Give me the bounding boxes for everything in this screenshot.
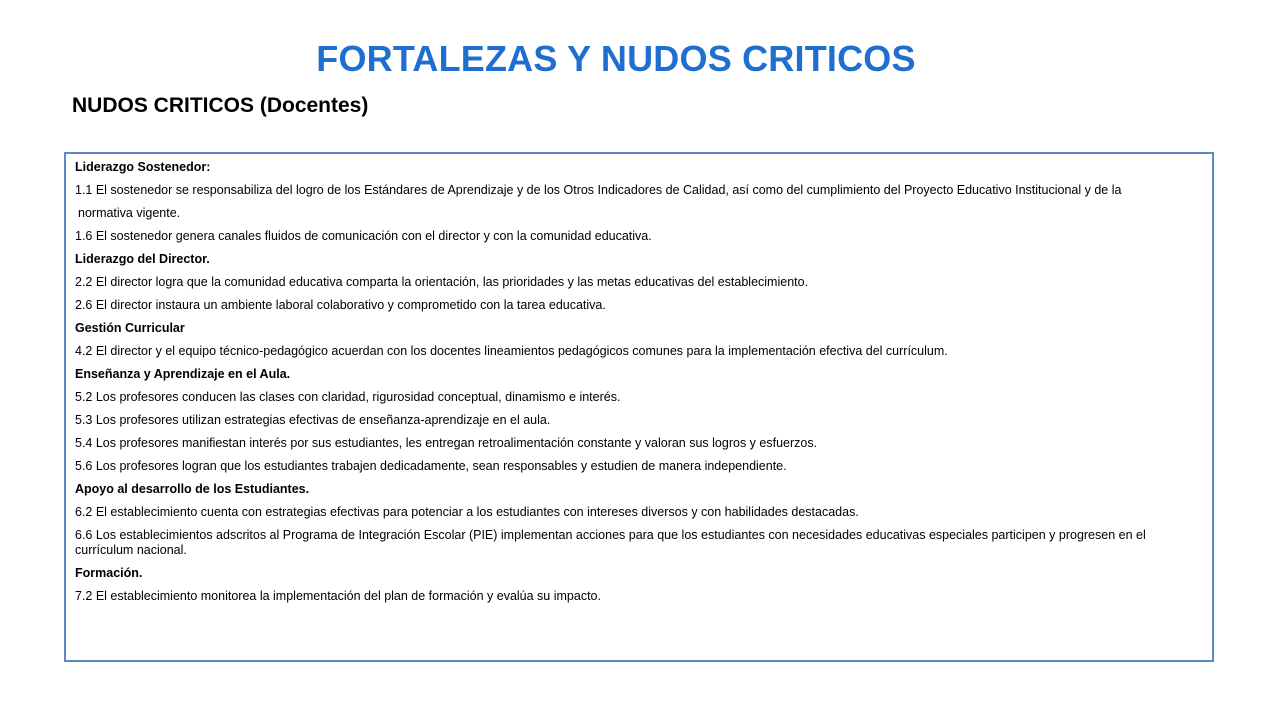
list-item: 5.2 Los profesores conducen las clases con claridad, rigurosidad conceptual, dinamismo e interés. bbox=[75, 390, 621, 404]
section-heading: Liderazgo del Director. bbox=[75, 252, 210, 266]
list-item: 5.3 Los profesores utilizan estrategias efectivas de enseñanza-aprendizaje en el aula. bbox=[75, 413, 551, 427]
list-item: 6.6 Los establecimientos adscritos al Programa de Integración Escolar (PIE) implementan acciones para que los estudiantes con necesidades educativas especiales participen y progresen en el currículum nacional. bbox=[75, 528, 1146, 557]
list-item-continuation: normativa vigente. bbox=[78, 206, 181, 220]
list-item: 5.6 Los profesores logran que los estudiantes trabajen dedicadamente, sean responsables y estudien de manera independiente. bbox=[75, 459, 787, 473]
list-item: 1.6 El sostenedor genera canales fluidos de comunicación con el director y con la comunidad educativa. bbox=[75, 229, 652, 243]
list-item: 2.2 El director logra que la comunidad educativa comparta la orientación, las prioridades y las metas educativas del establecimiento. bbox=[75, 275, 809, 289]
section-heading: Formación. bbox=[75, 566, 143, 580]
content-box bbox=[64, 152, 1214, 662]
section-heading: Apoyo al desarrollo de los Estudiantes. bbox=[75, 482, 310, 496]
list-item: 1.1 El sostenedor se responsabiliza del logro de los Estándares de Aprendizaje y de los Otros Indicadores de Calidad, así como del cumplimiento del Proyecto Educativo Institucional y de la bbox=[75, 183, 1122, 197]
list-item: 2.6 El director instaura un ambiente laboral colaborativo y comprometido con la tarea educativa. bbox=[75, 298, 606, 312]
section-heading: Enseñanza y Aprendizaje en el Aula. bbox=[75, 367, 291, 381]
section-heading: Gestión Curricular bbox=[75, 321, 185, 335]
slide-title: FORTALEZAS Y NUDOS CRITICOS bbox=[316, 38, 916, 79]
list-item: 6.2 El establecimiento cuenta con estrategias efectivas para potenciar a los estudiantes con intereses diversos y con habilidades destacadas. bbox=[75, 505, 859, 519]
list-item: 7.2 El establecimiento monitorea la implementación del plan de formación y evalúa su impacto. bbox=[75, 589, 601, 603]
list-item: 5.4 Los profesores manifiestan interés por sus estudiantes, les entregan retroalimentación constante y valoran sus logros y esfuerzos. bbox=[75, 436, 818, 450]
section-heading: Liderazgo Sostenedor: bbox=[75, 160, 211, 174]
list-item: 4.2 El director y el equipo técnico-pedagógico acuerdan con los docentes lineamientos pedagógicos comunes para la implementación efectiva del currículum. bbox=[75, 344, 948, 358]
slide-subtitle: NUDOS CRITICOS (Docentes) bbox=[72, 94, 369, 117]
